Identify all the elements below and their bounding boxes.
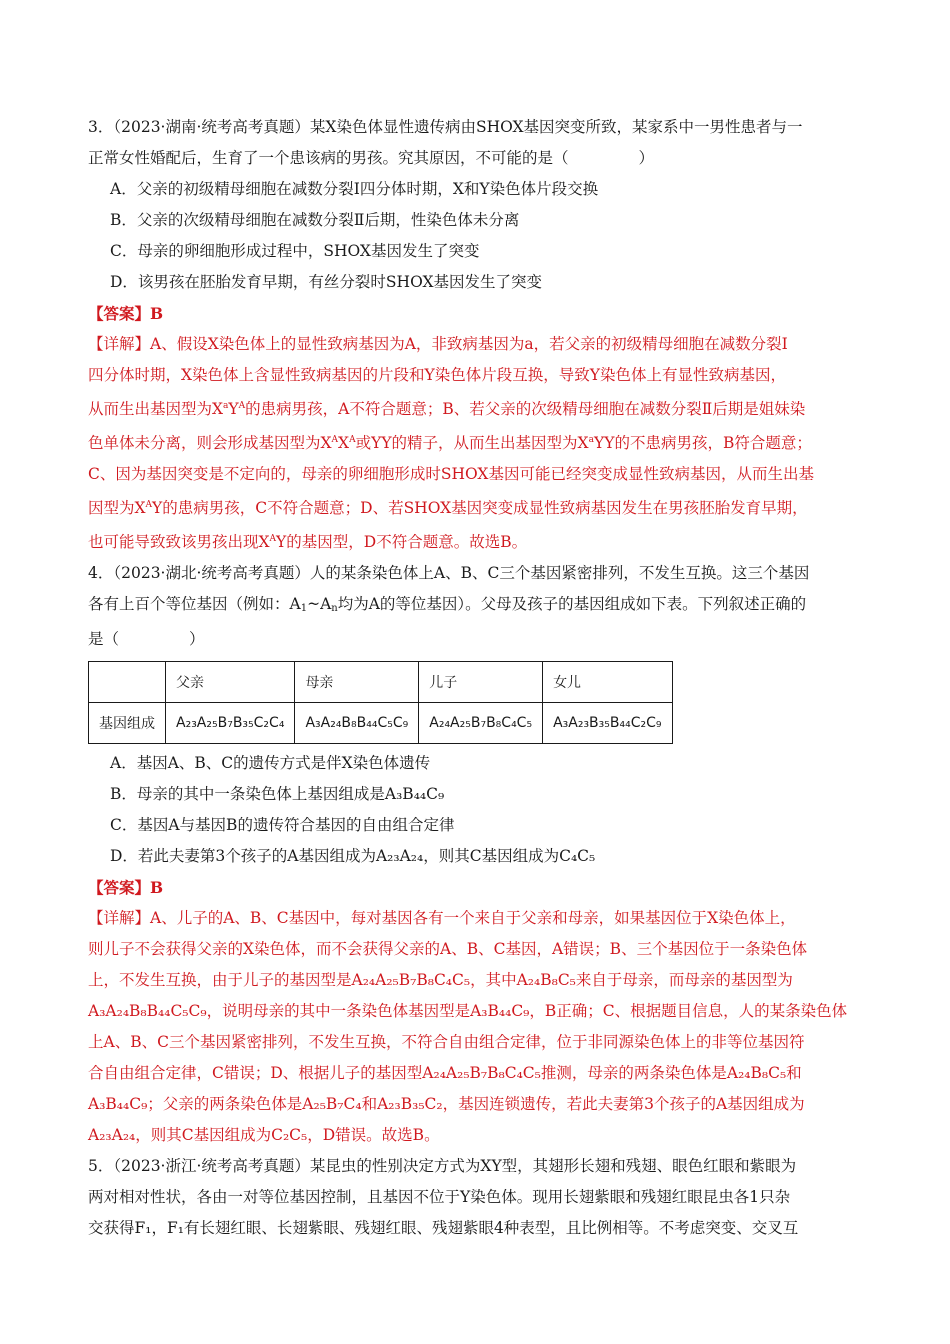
gene-table bbox=[88, 661, 673, 744]
table-row-label: 基因组成 bbox=[89, 703, 166, 744]
explanation-line: 【详解】A、假设X染色体上的显性致病基因为A，非致病基因为a，若父亲的初级精母细胞在减数分裂Ⅰ bbox=[88, 335, 788, 353]
explanation bbox=[88, 329, 866, 558]
explanation-line: 则儿子不会获得父亲的X染色体，而不会获得父亲的A、B、C基因，A错误；B、三个基因位于一条染色体 bbox=[88, 940, 808, 958]
table-cell-father: A₂₃A₂₅B₇B₃₅C₂C₄ bbox=[166, 703, 295, 744]
stem-text: 正常女性婚配后，生育了一个患该病的男孩。究其原因，不可能的是（ bbox=[88, 149, 569, 167]
table-header-row bbox=[89, 662, 673, 703]
question-4 bbox=[88, 558, 866, 1151]
question-5-stem-line-3: 交获得F₁，F₁有长翅红眼、长翅紫眼、残翅红眼、残翅紫眼4种表型，且比例相等。不考虑突变、交叉互 bbox=[88, 1219, 799, 1237]
question-5-stem-line-2: 两对相对性状，各由一对等位基因控制，且基因不位于Y染色体。现用长翅紫眼和残翅红眼昆虫各1只杂 bbox=[88, 1188, 791, 1206]
question-5-stem-line-1: 5．（2023·浙江·统考高考真题）某昆虫的性别决定方式为XY型，其翅形长翅和残翅、眼色红眼和紫眼为 bbox=[88, 1157, 797, 1175]
table-header-cell: 女儿 bbox=[543, 662, 672, 703]
table-cell-mother: A₃A₂₄B₈B₄₄C₅C₉ bbox=[295, 703, 419, 744]
explanation-line: 上，不发生互换，由于儿子的基因型是A₂₄A₂₅B₇B₈C₄C₅，其中A₂₄B₈C₅来自于母亲，而母亲的基因型为 bbox=[88, 971, 793, 989]
question-3 bbox=[88, 112, 866, 558]
answer-label: 【答案】B bbox=[88, 878, 164, 897]
explanation-line bbox=[88, 524, 866, 558]
explanation-line bbox=[88, 425, 866, 459]
option-c: C．母亲的卵细胞形成过程中，SHOX基因发生了突变 bbox=[110, 242, 480, 260]
table-cell-son: A₂₄A₂₅B₇B₈C₄C₅ bbox=[419, 703, 543, 744]
text-run: Y的患病男孩，C不符合题意；D、若SHOX基因突变成显性致病基因发生在男孩胚胎发育早期， bbox=[152, 499, 808, 517]
option-b: B．母亲的其中一条染色体上基因组成是A₃B₄₄C₉ bbox=[110, 785, 445, 803]
explanation-line: 合自由组合定律，C错误；D、根据儿子的基因型A₂₄A₂₅B₇B₈C₄C₅推测，母亲的两条染色体是A₂₄B₈C₅和 bbox=[88, 1064, 802, 1082]
explanation-line bbox=[88, 391, 866, 425]
text-run: 也可能导致致该男孩出现X bbox=[88, 533, 270, 551]
option-a: A．父亲的初级精母细胞在减数分裂Ⅰ四分体时期，X和Y染色体片段交换 bbox=[110, 180, 599, 198]
text-run: 因型为X bbox=[88, 499, 146, 517]
explanation bbox=[88, 903, 866, 1151]
text-run: X bbox=[338, 434, 350, 452]
bracket-close: ） bbox=[189, 630, 205, 648]
question-5 bbox=[88, 1151, 866, 1244]
superscript: a bbox=[223, 401, 229, 411]
text-run: 从而生出基因型为X bbox=[88, 400, 224, 418]
table-header-cell: 父亲 bbox=[166, 662, 295, 703]
question-4-stem-line-3 bbox=[88, 624, 866, 655]
table-header-cell: 母亲 bbox=[295, 662, 419, 703]
text-run: ~A bbox=[307, 595, 332, 613]
question-3-stem-line-2 bbox=[88, 143, 866, 174]
question-4-stem-line-1: 4．（2023·湖北·统考高考真题）人的某条染色体上A、B、C三个基因紧密排列，不发生互换。这三个基因 bbox=[88, 564, 810, 582]
explanation-line bbox=[88, 490, 866, 524]
option-b: B．父亲的次级精母细胞在减数分裂Ⅱ后期，性染色体未分离 bbox=[110, 211, 520, 229]
explanation-line: A₃B₄₄C₉；父亲的两条染色体是A₂₅B₇C₄和A₂₃B₃₅C₂，基因连锁遗传，若此夫妻第3个孩子的A基因组成为 bbox=[88, 1095, 805, 1113]
explanation-line: C、因为基因突变是不定向的，母亲的卵细胞形成时SHOX基因可能已经突变成显性致病基因，从而生出基 bbox=[88, 465, 814, 483]
text-run: 或YY的精子，从而生出基因型为X bbox=[355, 434, 589, 452]
answer-label: 【答案】B bbox=[88, 304, 164, 323]
explanation-line: 四分体时期，X染色体上含显性致病基因的片段和Y染色体片段互换，导致Y染色体上有显性致病基因， bbox=[88, 366, 787, 384]
text-run: 各有上百个等位基因（例如：A bbox=[88, 595, 301, 613]
option-d: D．若此夫妻第3个孩子的A基因组成为A₂₃A₂₄，则其C基因组成为C₄C₅ bbox=[110, 847, 596, 865]
explanation-line: A₃A₂₄B₈B₄₄C₅C₉，说明母亲的其中一条染色体基因型是A₃B₄₄C₉，B正确；C、根据题目信息，人的某条染色体 bbox=[88, 1002, 848, 1020]
superscript: A bbox=[269, 534, 277, 544]
text-run: 的患病男孩，A不符合题意；B、若父亲的次级精母细胞在减数分裂Ⅱ后期是姐妹染 bbox=[245, 400, 806, 418]
document-page bbox=[88, 112, 866, 1244]
option-a: A．基因A、B、C的遗传方式是伴X染色体遗传 bbox=[110, 754, 431, 772]
text-run: 色单体未分离，则会形成基因型为X bbox=[88, 434, 332, 452]
table-row bbox=[89, 703, 673, 744]
superscript: A bbox=[349, 435, 356, 445]
subscript: 1 bbox=[300, 603, 308, 614]
text-run: 均为A的等位基因）。父母及孩子的基因组成如下表。下列叙述正确的 bbox=[337, 595, 807, 613]
superscript: A bbox=[331, 435, 339, 445]
superscript: A bbox=[238, 401, 246, 411]
question-4-stem-line-2 bbox=[88, 589, 866, 624]
option-c: C．基因A与基因B的遗传符合基因的自由组合定律 bbox=[110, 816, 455, 834]
question-3-stem-line-1: 3．（2023·湖南·统考高考真题）某X染色体显性遗传病由SHOX基因突变所致，某家系中一男性患者与一 bbox=[88, 118, 803, 136]
explanation-line: 【详解】A、儿子的A、B、C基因中，每对基因各有一个来自于父亲和母亲，如果基因位于X染色体上， bbox=[88, 909, 796, 927]
option-d: D．该男孩在胚胎发育早期，有丝分裂时SHOX基因发生了突变 bbox=[110, 273, 543, 291]
explanation-line: 上A、B、C三个基因紧密排列，不发生互换，不符合自由组合定律，位于非同源染色体上的非等位基因符 bbox=[88, 1033, 805, 1051]
bracket-close: ） bbox=[638, 149, 655, 167]
explanation-line: A₂₃A₂₄，则其C基因组成为C₂C₅，D错误。故选B。 bbox=[88, 1126, 440, 1144]
subscript: n bbox=[331, 603, 338, 614]
table-cell-daughter: A₃A₂₃B₃₅B₄₄C₂C₉ bbox=[543, 703, 672, 744]
superscript: A bbox=[145, 500, 153, 510]
text-run: 是（ bbox=[88, 630, 120, 648]
text-run: YY的不患病男孩，B符合题意； bbox=[593, 434, 812, 452]
table-header-cell bbox=[89, 662, 166, 703]
text-run: Y bbox=[228, 400, 239, 418]
table-header-cell: 儿子 bbox=[419, 662, 543, 703]
superscript: a bbox=[588, 435, 594, 445]
text-run: Y的基因型，D不符合题意。故选B。 bbox=[276, 533, 528, 551]
